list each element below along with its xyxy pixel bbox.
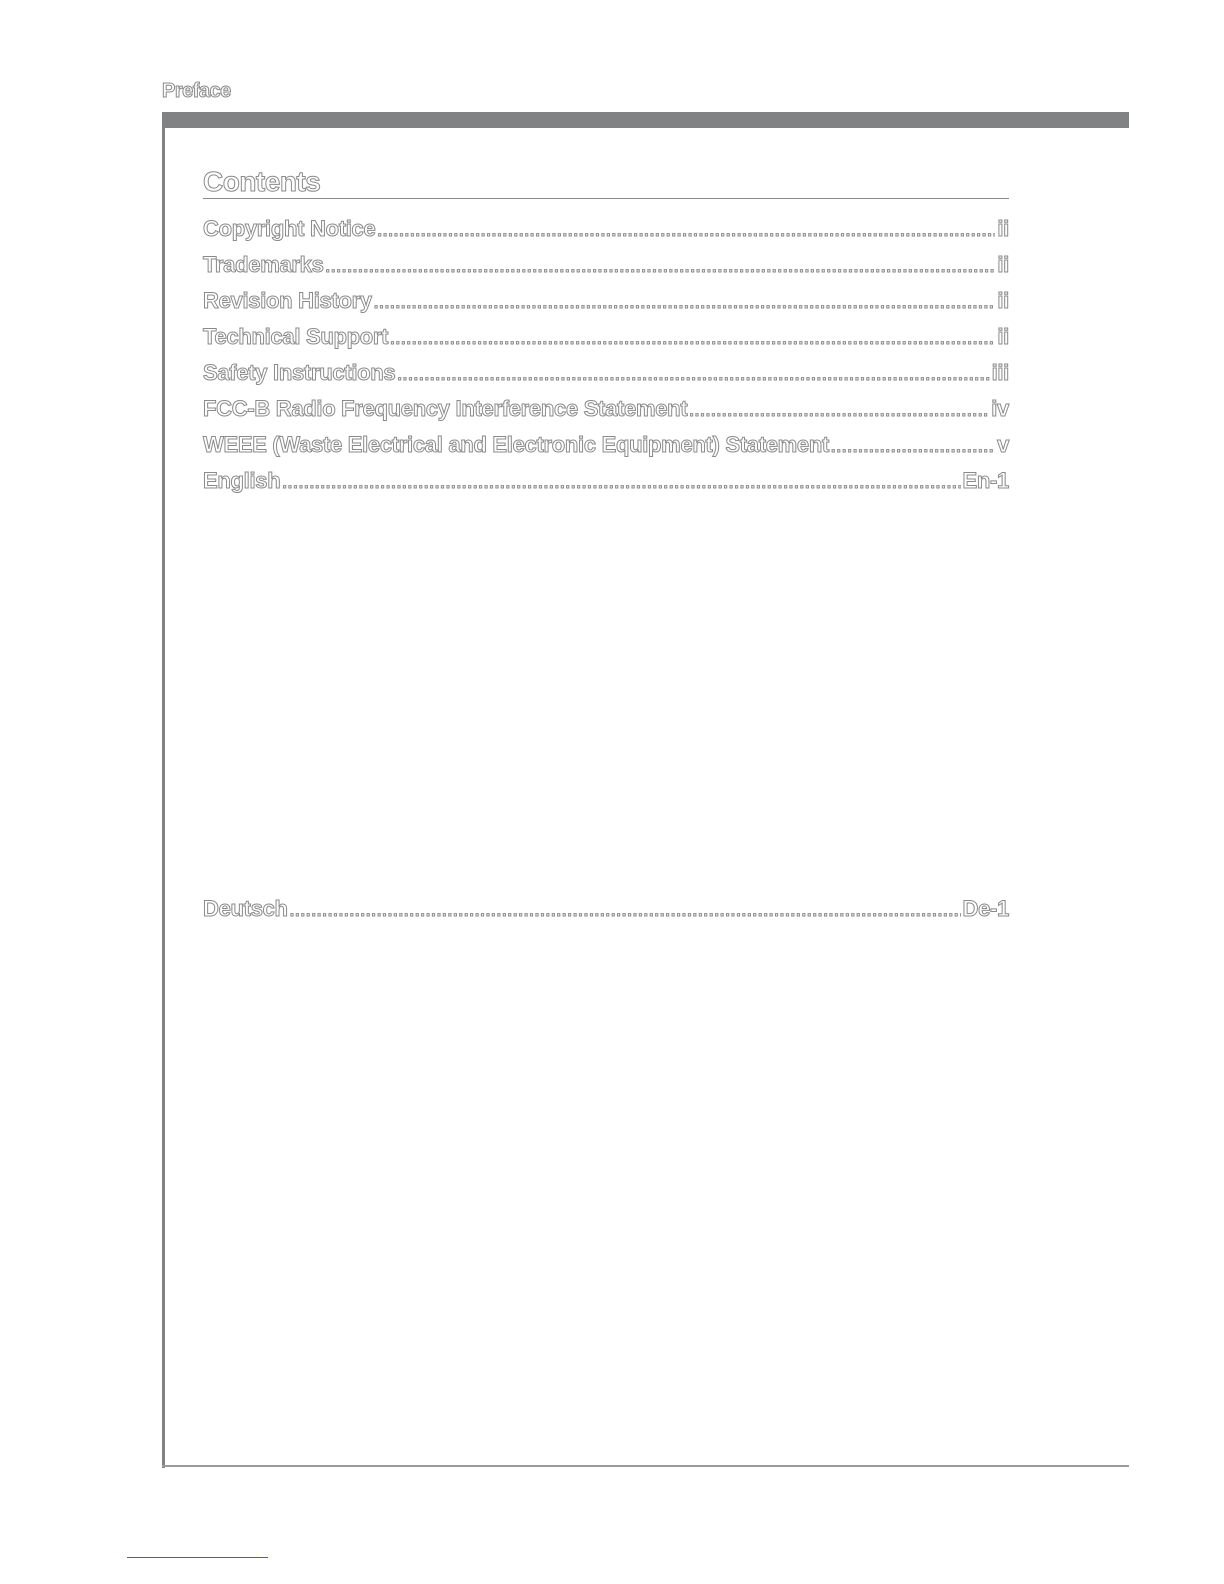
dot-leader bbox=[397, 367, 989, 385]
toc-entry[interactable] bbox=[203, 252, 1009, 288]
title-underline bbox=[203, 198, 1009, 199]
toc-entry[interactable] bbox=[203, 396, 1009, 432]
toc-entry-page: De-1 bbox=[962, 896, 1009, 921]
dot-leader bbox=[377, 223, 995, 241]
toc-entry-page: En-1 bbox=[962, 468, 1009, 493]
toc-entry-label: Technical Support bbox=[203, 324, 389, 349]
toc-entry[interactable] bbox=[203, 360, 1009, 396]
dot-leader bbox=[326, 259, 996, 277]
toc-entry[interactable] bbox=[203, 288, 1009, 324]
dot-leader bbox=[282, 475, 960, 493]
dot-leader bbox=[689, 403, 989, 421]
toc-entry[interactable] bbox=[203, 432, 1009, 468]
toc-list bbox=[203, 216, 1009, 504]
toc-entry-page: ii bbox=[997, 216, 1009, 241]
section-label: Preface bbox=[162, 80, 231, 102]
toc-entry-page: ii bbox=[997, 252, 1009, 277]
toc-entry-label: Deutsch bbox=[203, 896, 288, 921]
left-border bbox=[162, 112, 165, 1468]
toc-entry-page: iii bbox=[991, 360, 1009, 385]
toc-entry-label: Trademarks bbox=[203, 252, 324, 277]
toc-entry-label: Safety Instructions bbox=[203, 360, 396, 385]
toc-entry-label: Revision History bbox=[203, 288, 372, 313]
dot-leader bbox=[390, 331, 995, 349]
header-bar bbox=[162, 112, 1129, 128]
dot-leader bbox=[831, 439, 995, 457]
toc-entry-page: ii bbox=[997, 288, 1009, 313]
contents-title: Contents bbox=[203, 166, 321, 197]
toc-entry-page: v bbox=[997, 432, 1009, 457]
toc-entry-page: ii bbox=[997, 324, 1009, 349]
toc-entry-label: WEEE (Waste Electrical and Electronic Equipment) Statement bbox=[203, 432, 830, 457]
toc-entry[interactable] bbox=[203, 468, 1009, 504]
toc-entry-page: iv bbox=[991, 396, 1009, 421]
toc-entry[interactable] bbox=[203, 216, 1009, 252]
dot-leader bbox=[290, 903, 961, 921]
toc-entry-label: FCC-B Radio Frequency Interference Statement bbox=[203, 396, 688, 421]
toc-entry[interactable] bbox=[203, 324, 1009, 360]
bottom-border bbox=[162, 1465, 1129, 1467]
toc-entry[interactable] bbox=[203, 896, 1009, 932]
toc-list-continued bbox=[203, 896, 1009, 932]
footer-link-underline[interactable] bbox=[127, 1557, 268, 1558]
toc-entry-label: English bbox=[203, 468, 281, 493]
dot-leader bbox=[374, 295, 996, 313]
toc-entry-label: Copyright Notice bbox=[203, 216, 376, 241]
